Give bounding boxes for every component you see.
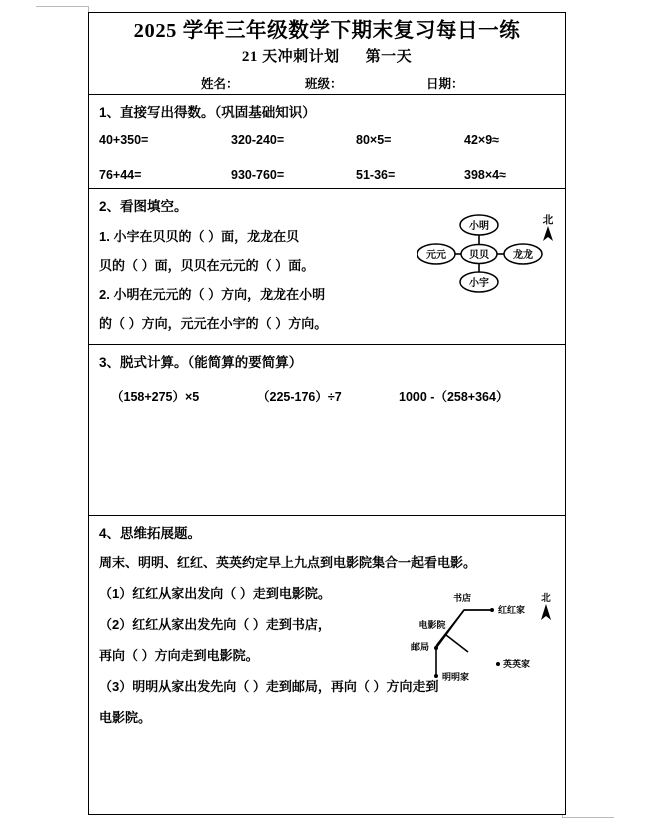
crop-mark-bottom-horizontal (562, 817, 614, 818)
section-4 (89, 516, 565, 739)
compass-arrow-icon (541, 604, 551, 620)
neighborhood-map-diagram (406, 588, 561, 696)
page-subtitle (89, 45, 565, 70)
problem-cell: 40+350= (99, 133, 149, 147)
compass-north-label: 北 (542, 214, 554, 226)
section-1 (89, 95, 565, 189)
compass-north-label: 北 (541, 593, 551, 604)
worksheet-header (89, 13, 565, 95)
section-2-title: 2、看图填空。 (99, 199, 188, 214)
map-label-honghong-home: 红红家 (498, 605, 526, 615)
problem-cell: 320-240= (231, 133, 285, 147)
section-1-title: 1、直接写出得数。（巩固基础知识） (99, 105, 316, 120)
direction-cross-diagram (417, 209, 557, 295)
question-line: 1. 小宇在贝贝的（ ）面，龙龙在贝 (99, 229, 300, 244)
cross-label-right: 龙龙 (513, 250, 533, 261)
cross-label-left: 元元 (426, 250, 446, 261)
map-label-yingying-home: 英英家 (503, 659, 531, 669)
map-marker-mingming (434, 674, 438, 678)
name-label: 姓名： (201, 77, 239, 91)
question-line: （3）明明从家出发先向（ ）走到邮局，再向（ ）方向走到 (99, 679, 439, 694)
cross-label-center: 贝贝 (469, 250, 489, 261)
worksheet-table (88, 12, 566, 815)
problem-cell: 42×9≈ (464, 133, 500, 147)
expression: （225-176）÷7 (257, 390, 342, 404)
map-marker-postoffice (434, 646, 438, 650)
problem-cell: 398×4≈ (464, 168, 506, 182)
question-line: 的（ ）方向，元元在小宇的（ ）方向。 (99, 316, 328, 331)
student-info-row (89, 70, 565, 94)
section-3-title: 3、脱式计算。（能简算的要简算） (99, 355, 303, 370)
question-line: 2. 小明在元元的（ ）方向，龙龙在小明 (99, 287, 326, 302)
class-label: 班级： (305, 77, 343, 91)
section-2-questions (99, 222, 419, 338)
question-line: 再向（ ）方向走到电影院。 (99, 648, 259, 663)
cross-label-bottom: 小宇 (469, 278, 489, 289)
problem-cell: 76+44= (99, 168, 142, 182)
subtitle-day: 第一天 (365, 49, 413, 65)
section-4-title: 4、思维拓展题。 (99, 526, 202, 541)
problem-cell: 80×5= (356, 133, 392, 147)
map-label-cinema: 电影院 (418, 620, 446, 630)
problem-cell: 51-36= (356, 168, 396, 182)
map-label-bookstore: 书店 (452, 593, 472, 603)
problem-cell: 930-760= (231, 168, 285, 182)
expression-row (99, 387, 565, 409)
question-line: （2）红红从家出发先向（ ）走到书店， (99, 617, 331, 632)
expression: 1000 -（258+364） (399, 390, 509, 404)
section-2 (89, 189, 565, 345)
map-marker-honghong (490, 608, 494, 612)
map-label-mingming-home: 明明家 (442, 672, 470, 682)
map-marker-yingying (496, 662, 500, 666)
cross-label-top: 小明 (469, 221, 489, 232)
crop-mark-top-horizontal (36, 6, 88, 7)
map-label-post-office: 邮局 (410, 642, 430, 652)
page-title: 2025 学年三年级数学下期末复习每日一练 (133, 20, 521, 42)
subtitle-plan: 21 天冲刺计划 (241, 49, 340, 65)
arithmetic-grid (99, 133, 565, 182)
expression: （158+275）×5 (111, 390, 200, 404)
question-line: 电影院。 (99, 710, 152, 725)
compass-arrow-icon (543, 226, 553, 241)
question-line: （1）红红从家出发向（ ）走到电影院。 (99, 586, 331, 601)
section-4-intro: 周末、明明、红红、英英约定早上九点到电影院集合一起看电影。 (99, 555, 477, 570)
question-line: 贝的（ ）面，贝贝在元元的（ ）面。 (99, 258, 315, 273)
section-3 (89, 345, 565, 516)
date-label: 日期： (426, 77, 464, 91)
